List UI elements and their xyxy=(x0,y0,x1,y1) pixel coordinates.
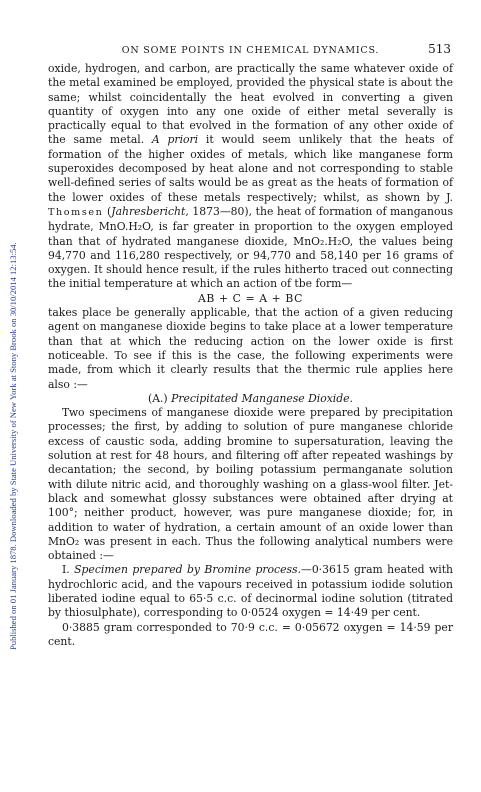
paragraph-5: 0·3885 gram corresponded to 70·9 c.c. = 0·05672 oxygen = 14·59 per cent. xyxy=(48,620,453,648)
paragraph-3: Two specimens of manganese dioxide were prepared by precipitation processes; the first, by adding to solution of pure manganese chloride excess of caustic soda, adding bromine to supersaturation, leaving the solution at rest for 48 hours, and filtering off after repeated washings by decantation; the second, by boiling potassium permanganate solution with dilute nitric acid, and thoroughly washing on a glass-wool filter. Jet-black and somewhat glossy substances were obtained after drying at 100°; neither product, however, was pure manganese dioxide; for, in addition to water of hydration, a certain amount of an oxide lower than MnO₂ was present in each. Thus the following analytical numbers were obtained :— xyxy=(48,406,453,563)
journal-name: Jahresbericht xyxy=(111,204,186,218)
body-text xyxy=(48,62,453,649)
paragraph-1-part-a: oxide, hydrogen, and carbon, are practically the same whatever oxide of the metal examined be employed, provided the physical state is about the same; whilst coincidentally the heat evolved in converting a given quantity of oxygen into any one oxide of either metal severally is practically equal to that evolved in the formation of any other oxide of the same metal. xyxy=(48,62,453,147)
reaction-formula: AB + C = A + BC xyxy=(198,291,303,305)
page-header xyxy=(48,36,453,56)
author-name: Thomsen xyxy=(48,206,104,218)
paragraph-1 xyxy=(48,62,453,292)
specimen-number: I. xyxy=(62,563,75,577)
specimen-text: —0·3615 gram heated with hydrochloric acid, and the vapours received in potassium iodide solution liberated iodine equal to 65·5 c.c. of decinormal iodine solution (titrated by thiosulphate), corresponding to 0·0524 oxygen = 14·49 per cent. xyxy=(48,563,453,620)
paragraph-1-part-d: , 1873—80), the heat of formation of manganous hydrate, MnO.H₂O, is far greater in proportion to the oxygen employed than that of hydrated manganese dioxide, MnO₂.H₂O, the values being 94,770 and 116,280 respectively, or 94,770 and 58,140 per 16 grams of oxygen. It should hence result, if the rules hitherto traced out connecting the initial temperature at which an action of tbe form— xyxy=(48,204,453,291)
page-number: 513 xyxy=(428,42,451,56)
a-priori-phrase: A priori xyxy=(151,133,199,147)
section-heading xyxy=(48,392,453,406)
paragraph-1-part-b: it would seem unlikely that the heats of formation of the higher oxides of metals, which like manganese form superoxides decomposed by heat alone and not corresponding to stable well-defined series of salts would be as great as the heats of formation of the lower oxides of these metals respectively; whilst, as shown by J. xyxy=(48,133,453,204)
paragraph-2: takes place be generally applicable, that the action of a given reducing agent on manganese dioxide begins to take place at a lower temperature than that at which the reducing action on the lower oxide is first noticeable. To see if this is the case, the following experiments were made, from which it clearly results that the thermic rule applies here also :— xyxy=(48,306,453,391)
running-head: ON SOME POINTS IN CHEMICAL DYNAMICS. xyxy=(121,45,380,56)
section-label: (A.) xyxy=(147,391,168,405)
paragraph-4 xyxy=(48,563,453,620)
page xyxy=(48,36,453,649)
section-title: Precipitated Manganese Dioxide. xyxy=(171,391,353,405)
specimen-title: Specimen prepared by Bromine process. xyxy=(74,563,302,577)
paragraph-1-part-c: ( xyxy=(103,204,112,218)
download-watermark: Published on 01 January 1878. Downloaded by State University of New York at Stony Brook on 30/10/2014 12:13:54. xyxy=(8,242,18,650)
